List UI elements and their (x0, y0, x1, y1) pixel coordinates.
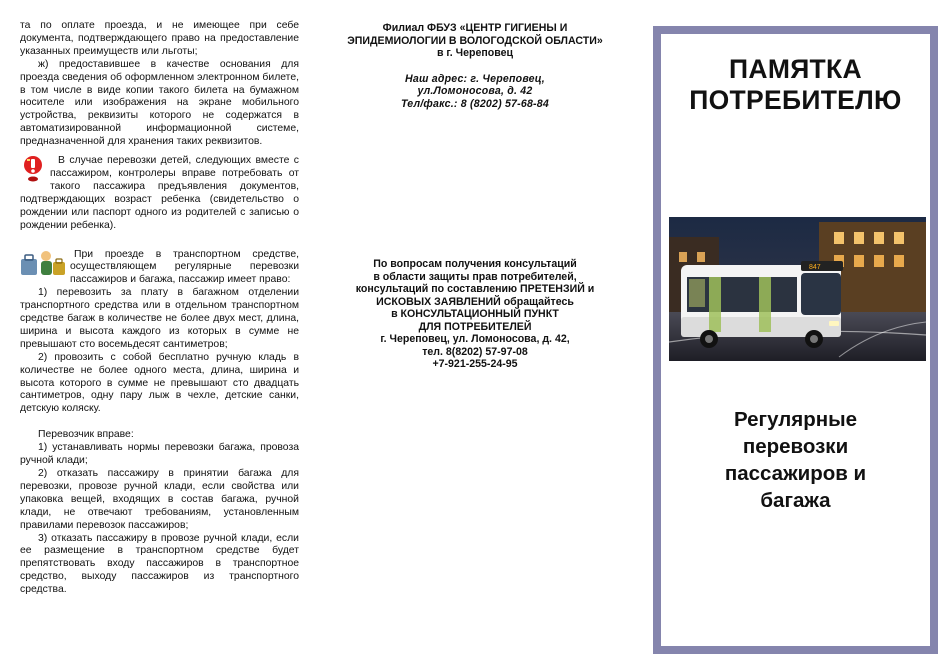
cover-subtitle-line: перевозки (742, 435, 849, 458)
text-paragraph: Перевозчик вправе: (38, 429, 134, 441)
text-paragraph: 1) устанавливать нормы перевозки багажа, провоза ручной клади; (20, 442, 299, 467)
consultation-block (325, 258, 625, 371)
text-paragraph: 2) провозить с собой бесплатно ручную кладь в количестве не более одного места, длина, ширина и высота которого в сумме не превышают сто двадцать сантиметров, одну пару лыж в чехле, детские санки, детскую коляску. (20, 351, 299, 415)
cover-subtitle (661, 406, 930, 514)
cover-title-line: ПАМЯТКА (729, 54, 862, 84)
consultation-line: По вопросам получения консультаций (373, 258, 577, 270)
address-line: ул.Ломоносова, д. 42 (417, 85, 533, 97)
cover-panel (653, 26, 938, 654)
text-paragraph: При проезде в транспортном средстве, осуществляющем регулярные перевозки пассажиров и багажа, пассажир имеет право: (70, 248, 299, 286)
middle-column (325, 22, 625, 371)
bus-photo (669, 217, 926, 361)
consultation-line: +7-921-255-24-95 (432, 358, 518, 370)
org-name-line: Филиал ФБУЗ «ЦЕНТР ГИГИЕНЫ И (382, 22, 568, 34)
cover-subtitle-line: багажа (760, 489, 831, 512)
cover-title (661, 54, 930, 116)
cover-title-line: ПОТРЕБИТЕЛЮ (689, 85, 902, 115)
org-name-line: в г. Череповец (436, 47, 514, 59)
consultation-line: г. Череповец, ул. Ломоносова, д. 42, (380, 333, 570, 345)
consultation-line: ИСКОВЫХ ЗАЯВЛЕНИЙ обращайтесь (376, 295, 574, 308)
org-name-line: ЭПИДЕМИОЛОГИИ В ВОЛОГОДСКОЙ ОБЛАСТИ» (347, 34, 603, 47)
consultation-line: тел. 8(8202) 57-97-08 (422, 345, 528, 358)
consultation-line: в КОНСУЛЬТАЦИОННЫЙ ПУНКТ (391, 308, 559, 320)
address-line: Наш адрес: г. Череповец, (405, 72, 545, 85)
consultation-line: в области защиты прав потребителей, (373, 270, 577, 283)
text-paragraph: ж) предоставившее в качестве основания для проезда сведения об оформленном электронном билете, в том числе в виде копии такого билета на бумажном носителе или изображения на экране мобильного устройства, реквизиты которого не содержатся в автоматизированной информационной системе, предназначенной для хранения таких реквизитов. (20, 58, 299, 148)
left-column (20, 20, 299, 597)
phone-line: Тел/факс.: 8 (8202) 57-68-84 (401, 97, 549, 110)
cover-subtitle-line: Регулярные (733, 408, 858, 431)
travellers-luggage-icon (20, 249, 66, 277)
bus-route-number: 847 (809, 264, 821, 271)
text-paragraph: В случае перевозки детей, следующих вместе с пассажиром, контролеры вправе потребовать от такого пассажира предъявления документов, подтверждающих возраст ребенка (свидетельство о рождении или паспорт одного из родителей с записью о рождении ребенка). (20, 155, 299, 231)
exclamation-icon (20, 155, 46, 183)
text-paragraph: 1) перевозить за плату в багажном отделении транспортного средства или в отдельном транспортном средстве багаж в количестве не более двух мест, длина, ширина и высота каждого из которых в сумме не превышают сто восемьдесят сантиметров; (20, 287, 299, 350)
consultation-line: консультаций по составлению ПРЕТЕНЗИЙ и (355, 283, 595, 295)
text-paragraph: та по оплате проезда, и не имеющее при себе документа, подтверждающего право на предоставление указанных преимуществ или льготы; (20, 20, 299, 57)
cover-subtitle-line: пассажиров и (724, 462, 867, 485)
consultation-line: ДЛЯ ПОТРЕБИТЕЛЕЙ (418, 320, 532, 333)
text-paragraph: 3) отказать пассажиру в провозе ручной клади, если ее размещение в транспортном средстве будет препятствовать входу пассажиров в транспортное средство, выходу пассажиров из транспортного средства. (20, 532, 299, 596)
text-paragraph: 2) отказать пассажиру в принятии багажа для перевозки, провозе ручной клади, если свойства или упаковка вещей, входящих в состав багажа, ручной клади, не отвечают требованиям, установленным правилами перевозок пассажиров; (20, 468, 299, 531)
